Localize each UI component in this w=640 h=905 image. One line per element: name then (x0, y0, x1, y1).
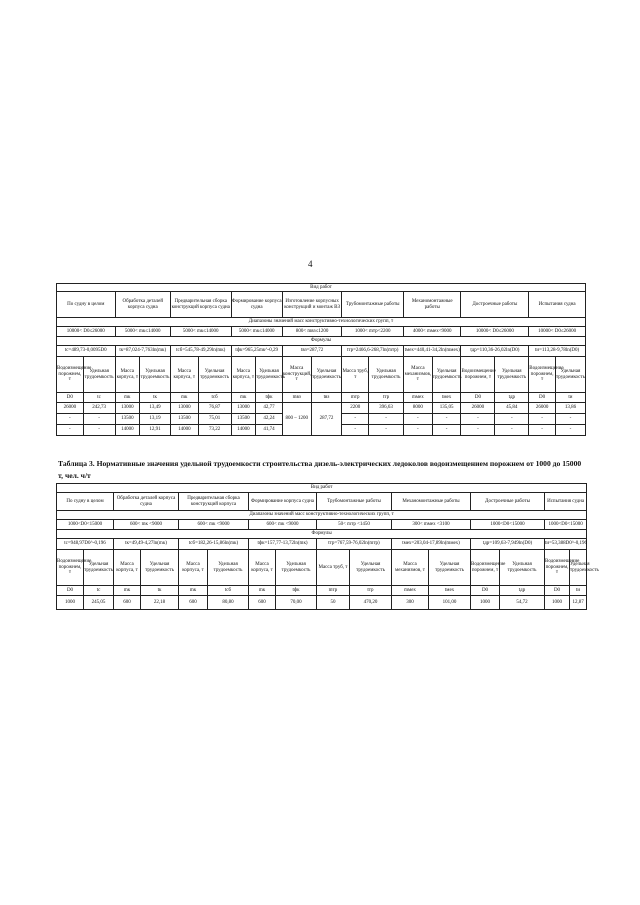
mass-limit: 5000< mк≤14000 (115, 327, 170, 337)
subheader: Удельная трудоемкость (350, 550, 392, 586)
data-cell: - (369, 414, 404, 425)
labor-intensity-table-3 (56, 483, 599, 610)
symbol-cell: D0 (57, 393, 84, 403)
symbol-cell: mк (170, 393, 198, 403)
data-cell: 45,84 (495, 403, 529, 414)
subheader: Удельная трудоемкость (83, 357, 115, 393)
data-cell: 13500 (115, 414, 140, 425)
data-cell: 135,05 (432, 403, 461, 414)
formula: tдр=110,36-26,02ln(D0) (461, 346, 529, 357)
subheader: Удельная трудоемкость (140, 357, 171, 393)
column-header: Формирование корпуса судна (231, 292, 282, 318)
mass-limit: 800< mвз≤1200 (282, 327, 342, 337)
symbol-cell: D0 (529, 393, 556, 403)
subheader: Масса корпуса, т (170, 357, 198, 393)
subheader: Удельная трудоемкость (570, 550, 587, 586)
formula: tтр=767,59-76,02ln(mтр) (317, 539, 392, 550)
data-cell: - (57, 414, 84, 425)
data-cell: - (529, 414, 556, 425)
data-cell: 13,86 (555, 403, 585, 414)
symbol-cell: D0 (461, 393, 495, 403)
data-cell: - (461, 414, 495, 425)
data-cell: 41,74 (256, 425, 283, 436)
formula: tтр=2466,6-268,7ln(mтр) (342, 346, 404, 357)
data-cell: 70,00 (276, 596, 317, 610)
formula: tк=87,024-7,763ln(mк) (115, 346, 170, 357)
symbol-cell: tи (570, 586, 587, 596)
mass-limit: 1000< mтр<2200 (342, 327, 404, 337)
mass-limit: 10000< D0≤26000 (529, 327, 586, 337)
symbol-cell: mк (114, 586, 141, 596)
column-header: По судну в целом (57, 493, 114, 511)
data-cell: 14000 (170, 425, 198, 436)
data-cell: - (495, 414, 529, 425)
subheader: Удельная трудоемкость (141, 550, 179, 586)
data-cell: 245,05 (84, 596, 114, 610)
data-cell: 13000 (231, 403, 256, 414)
data-cell: 14000 (231, 425, 256, 436)
subheader: Водоизмещение порожнем, т (57, 550, 84, 586)
data-cell: 26000 (461, 403, 495, 414)
symbol-cell: tдр (500, 586, 545, 596)
formula: tи=53,388D0^-0,196 (545, 539, 587, 550)
symbol-cell: tтр (369, 393, 404, 403)
data-cell: 600 (249, 596, 276, 610)
subheader: Водоизмещение порожнем, т (529, 357, 556, 393)
formula: tс=948,97D0^-0,196 (57, 539, 114, 550)
subheader: Масса конструкций, т (282, 357, 311, 393)
data-cell: - (83, 425, 115, 436)
mass-limit: 1000<D0<15000 (471, 520, 545, 530)
formula: tдр=109,63-7,949ln(D0) (471, 539, 545, 550)
mass-limit: 600< mк <9000 (114, 520, 179, 530)
symbol-cell: tтр (350, 586, 392, 596)
mass-limit: 4000< mмех<9000 (403, 327, 461, 337)
mass-range-band: Диапазоны значений масс конструктивно-технологических групп, т (57, 318, 586, 327)
symbol-cell: mтр (317, 586, 350, 596)
data-cell: 13,19 (140, 414, 171, 425)
data-cell: 13,49 (140, 403, 171, 414)
subheader: Удельная трудоемкость (276, 550, 317, 586)
mass-limit: 600< mк <9000 (249, 520, 317, 530)
data-cell: - (342, 414, 369, 425)
data-cell: 287,72 (311, 403, 342, 436)
data-cell: 73,22 (198, 425, 231, 436)
formula: tсб=182,26-15,86ln(mк) (179, 539, 249, 550)
formula: tфк=965,25mк^-0,29 (231, 346, 282, 357)
symbol-cell: tсб (208, 586, 249, 596)
subheader: Водоизмещение порожнем, т (461, 357, 495, 393)
data-cell: 42,77 (256, 403, 283, 414)
subheader: Водоизмещение порожнем, т (545, 550, 570, 586)
symbol-cell: mмех (392, 586, 429, 596)
data-cell: 300 (392, 596, 429, 610)
data-cell: 13000 (115, 403, 140, 414)
column-header: Механомонтажные работы (392, 493, 471, 511)
mass-limit: 1000<D0<15000 (57, 520, 114, 530)
data-cell: - (432, 414, 461, 425)
subheader: Масса корпуса, т (114, 550, 141, 586)
symbol-cell: mк (115, 393, 140, 403)
symbol-cell: tс (83, 393, 115, 403)
symbol-cell: D0 (545, 586, 570, 596)
data-cell: - (83, 414, 115, 425)
subheader: Удельная трудоемкость (84, 550, 114, 586)
column-header: Достроечные работы (471, 493, 545, 511)
formula: tвз=287,72 (282, 346, 342, 357)
column-header: Изготовление корпусных конструкций и монтаж ВЗ (282, 292, 342, 318)
subheader: Водоизмещение порожнем, т (471, 550, 500, 586)
subheader: Масса труб, т (342, 357, 369, 393)
subheader: Масса корпуса, т (231, 357, 256, 393)
symbol-cell: tи (555, 393, 585, 403)
data-cell: 1000 (57, 596, 84, 610)
column-header: Предварительная сборка конструкций корпуса (179, 493, 249, 511)
symbol-cell: mтр (342, 393, 369, 403)
symbol-cell: tфк (256, 393, 283, 403)
mass-limit: 600< mк <9000 (179, 520, 249, 530)
subheader: Удельная трудоемкость (256, 357, 283, 393)
mass-limit: 5000< mк≤14000 (231, 327, 282, 337)
formula: tсб=545,78-49,29ln(mк) (170, 346, 231, 357)
subheader: Масса механизмов, т (403, 357, 432, 393)
mass-limit: 5000< mк≤14000 (170, 327, 231, 337)
subheader: Масса корпуса, т (249, 550, 276, 586)
column-header: Трубомонтажные работы (342, 292, 404, 318)
data-cell: 470,20 (350, 596, 392, 610)
data-cell: - (57, 425, 84, 436)
formula: tи=113,28-9,78ln(D0) (529, 346, 586, 357)
mass-range-band: Диапазоны значений масс конструктивно-технологических групп, т (57, 511, 587, 520)
data-cell: 26000 (529, 403, 556, 414)
symbol-cell: tк (141, 586, 179, 596)
subheader: Масса корпуса, т (179, 550, 208, 586)
subheader: Удельная трудоемкость (311, 357, 342, 393)
data-cell: - (403, 425, 432, 436)
data-cell: - (555, 425, 585, 436)
symbol-cell: tк (140, 393, 171, 403)
subheader: Удельная трудоемкость (429, 550, 471, 586)
column-header: Обработка деталей корпуса судна (115, 292, 170, 318)
data-cell: 13500 (170, 414, 198, 425)
symbol-cell: D0 (57, 586, 84, 596)
column-header: Формирование корпуса судна (249, 493, 317, 511)
symbol-cell: tвз (311, 393, 342, 403)
data-cell: 1000 (545, 596, 570, 610)
data-cell: 13500 (231, 414, 256, 425)
mass-limit: 1000<D0<15000 (545, 520, 587, 530)
subheader: Удельная трудоемкость (500, 550, 545, 586)
formulas-band: Формулы (57, 530, 587, 539)
data-cell: 80,80 (208, 596, 249, 610)
data-cell: - (403, 414, 432, 425)
subheader: Масса механизмов, т (392, 550, 429, 586)
data-cell: 26000 (57, 403, 84, 414)
data-cell: 396,63 (369, 403, 404, 414)
symbol-cell: mк (249, 586, 276, 596)
data-cell: - (495, 425, 529, 436)
mass-limit: 300< mмех <3100 (392, 520, 471, 530)
symbol-cell: mвз (282, 393, 311, 403)
column-header: Достроечные работы (461, 292, 529, 318)
symbol-cell: tсб (198, 393, 231, 403)
subheader: Удельная трудоемкость (198, 357, 231, 393)
data-cell: - (461, 425, 495, 436)
data-cell: - (555, 414, 585, 425)
data-cell: 54,72 (500, 596, 545, 610)
subheader: Масса труб, т (317, 550, 350, 586)
symbol-cell: tс (84, 586, 114, 596)
symbol-cell: mк (179, 586, 208, 596)
table-row (57, 596, 587, 610)
work-type-header: Вид работ (57, 484, 587, 493)
data-cell: - (432, 425, 461, 436)
data-cell: 600 (179, 596, 208, 610)
formula: tк=49,49-4,27ln(mк) (114, 539, 179, 550)
subheader: Водоизмещение порожнем, т (57, 357, 84, 393)
mass-limit: 10000< D0≤26000 (461, 327, 529, 337)
subheader: Удельная трудоемкость (208, 550, 249, 586)
mass-limit: 50< mтр <1450 (317, 520, 392, 530)
mass-limit: 10000< D0≤26000 (57, 327, 116, 337)
subheader: Удельная трудоемкость (495, 357, 529, 393)
symbol-cell: tмех (432, 393, 461, 403)
data-cell: 22,18 (141, 596, 179, 610)
column-header: По судну в целом (57, 292, 116, 318)
table-row (57, 403, 586, 414)
data-cell: 8000 (403, 403, 432, 414)
column-header: Испытания судна (545, 493, 587, 511)
column-header: Предварительная сборка конструкций корпуса судна (170, 292, 231, 318)
data-cell: 75,01 (198, 414, 231, 425)
table-caption: Таблица 3. Нормативные значения удельной трудоемкости строительства дизель-электрических ледоколов водоизмещением порожнем от 1000 до 15000 т, чел. ч/т (58, 459, 582, 480)
data-cell: 1000 (471, 596, 500, 610)
data-cell: 13000 (170, 403, 198, 414)
subheader: Удельная трудоемкость (555, 357, 585, 393)
symbol-cell: tдр (495, 393, 529, 403)
column-header: Механомонтажные работы (403, 292, 461, 318)
data-cell: 42,24 (256, 414, 283, 425)
data-cell: 2200 (342, 403, 369, 414)
subheader: Удельная трудоемкость (369, 357, 404, 393)
data-cell: - (342, 425, 369, 436)
symbol-cell: D0 (471, 586, 500, 596)
data-cell: 101,00 (429, 596, 471, 610)
formula: tс=489,73-0,0095D0 (57, 346, 116, 357)
data-cell: - (369, 425, 404, 436)
data-cell: 76,87 (198, 403, 231, 414)
formula: tмех=440,41-34,2ln(mмех) (403, 346, 461, 357)
data-cell: 242,73 (83, 403, 115, 414)
data-cell: 12,87 (570, 596, 587, 610)
column-header: Трубомонтажные работы (317, 493, 392, 511)
subheader: Масса корпуса, т (115, 357, 140, 393)
data-cell: 800 – 1200 (282, 403, 311, 436)
subheader: Удельная трудоемкость (432, 357, 461, 393)
data-cell: - (529, 425, 556, 436)
data-cell: 600 (114, 596, 141, 610)
symbol-cell: mмех (403, 393, 432, 403)
formula: tмех=203,04-17,89ln(mмех) (392, 539, 471, 550)
symbol-cell: tфк (276, 586, 317, 596)
data-cell: 14000 (115, 425, 140, 436)
formulas-band: Формулы (57, 337, 586, 346)
formula: tфк=157,77-13,72ln(mк) (249, 539, 317, 550)
column-header: Испытания судна (529, 292, 586, 318)
symbol-cell: tмех (429, 586, 471, 596)
data-cell: 50 (317, 596, 350, 610)
data-cell: 12,91 (140, 425, 171, 436)
labor-intensity-table-1 (56, 283, 586, 436)
column-header: Обработка деталей корпуса судна (114, 493, 179, 511)
work-type-header: Вид работ (57, 284, 586, 292)
symbol-cell: mк (231, 393, 256, 403)
page-number: 4 (308, 259, 313, 269)
